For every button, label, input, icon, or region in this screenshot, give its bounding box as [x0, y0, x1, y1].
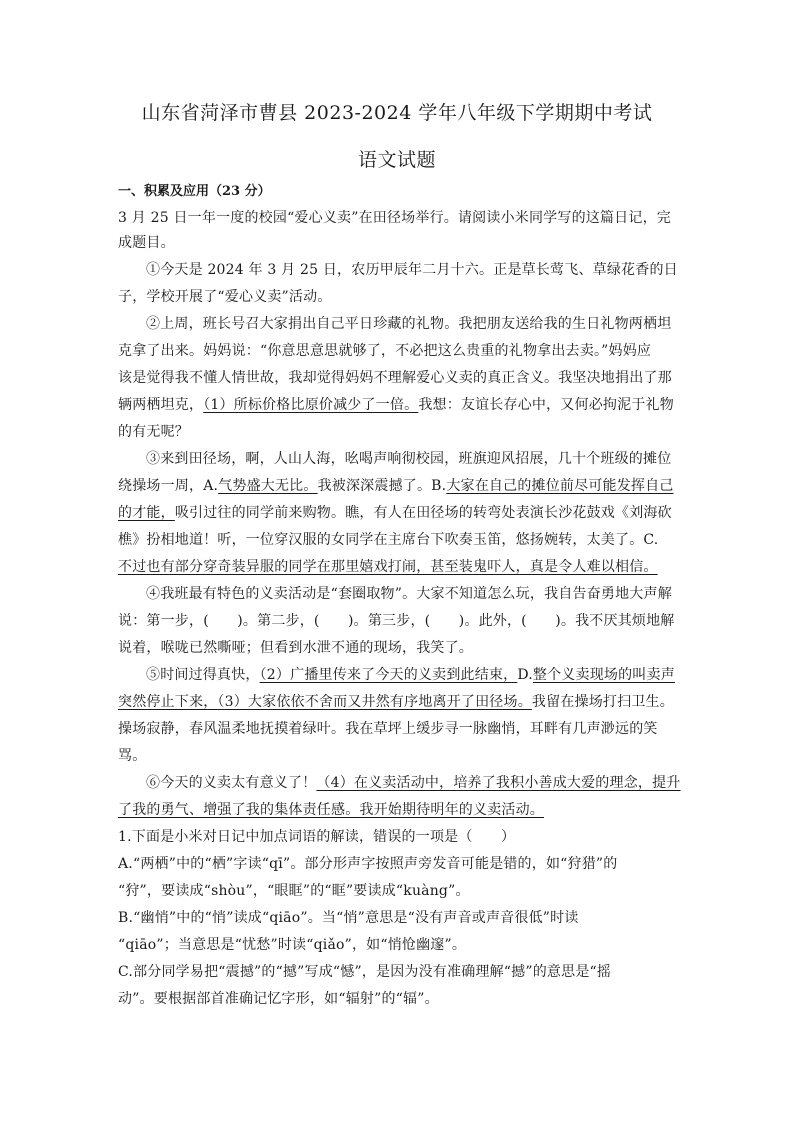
paragraph-2-line [118, 394, 678, 414]
underlined-sentence-3: （3）大家依依不舍而又井然有序地离开了田径场。 [217, 694, 532, 710]
underlined-sentence-d-end: 突然停止下来， [118, 694, 218, 710]
underlined-sentence-2: （2）广播里传来了今天的义卖到此结束， [259, 667, 518, 683]
paragraph-4-line: ④我班最有特色的义卖活动是“套圈取物”。大家不知道怎么玩，我自告奋勇地大声解 [146, 586, 672, 602]
option-a-line: “狩”，要读成“shòu”，“眼眶”的“眶”要读成“kuàng”。 [118, 883, 470, 899]
paragraph-2-line: 的有无呢？ [118, 424, 189, 440]
underlined-sentence-4-end: 了我的勇气、增强了我的集体责任感。我开始期待明年的义卖活动。 [118, 802, 544, 818]
paragraph-5-line [146, 664, 676, 684]
paragraph-3-line [118, 502, 678, 522]
intro-line: 3 月 25 日一年一度的校园“爱心义卖”在田径场举行。请阅读小米同学写的这篇日记，完 [118, 210, 671, 226]
paragraph-3-line: ③来到田径场，啊，人山人海，吆喝声响彻校园，班旗迎风招展，几十个班级的摊位 [146, 451, 672, 467]
text-span: ⑥今天的义卖太有意义了！ [146, 775, 317, 791]
underlined-sentence-b-end: 的才能， [118, 505, 175, 521]
paragraph-4-line: 说着，喉咙已然嘶哑；但看到水泄不通的现场，我笑了。 [118, 640, 473, 656]
paragraph-2-line: 克拿了出来。妈妈说：“你意思意思就够了，不必把这么贵重的礼物拿出去卖。”妈妈应 [118, 343, 652, 359]
option-c-line: C.部分同学易把“震撼”的“撼”写成“憾”，是因为没有准确理解“撼”的意思是“摇 [118, 964, 612, 980]
text-span: 我留在操场打扫卫生。 [531, 694, 674, 710]
underlined-sentence-b: 大家在自己的摊位前尽可能发挥自己 [446, 478, 674, 494]
underlined-sentence-4: （4）在义卖活动中，培养了我积小善成大爱的理念，提升 [316, 775, 681, 791]
text-span: ⑤时间过得真快， [146, 667, 260, 683]
text-span: 吸引过往的同学前来购物。瞧，有人在田径场的转弯处表演长沙花鼓戏《刘海砍 [174, 505, 672, 521]
paragraph-4-line: 说：第一步，( )。第二步，( )。第三步，( )。此外，( )。我不厌其烦地解 [118, 613, 675, 629]
option-a-line: A.“两栖”中的“栖”字读“qī”。部分形声字按照声旁发音可能是错的，如“狩猎”的 [118, 856, 618, 872]
underlined-sentence-a: 气势盛大无比。 [218, 478, 318, 494]
paragraph-1-line: ①今天是 2024 年 3 月 25 日，农历甲辰年二月十六。正是草长莺飞、草绿花香的日 [146, 262, 678, 278]
underlined-sentence-1: （1）所标价格比原价减少了一倍。 [203, 397, 419, 413]
paragraph-3-line [118, 475, 678, 495]
paragraph-2-line: 该是觉得我不懂人情世故，我却觉得妈妈不理解爱心义卖的真正含义。我坚决地捐出了那 [118, 370, 672, 386]
underlined-sentence-d: 整个义卖现场的叫卖声 [532, 667, 675, 683]
exam-title: 山东省菏泽市曹县 2023-2024 学年八年级下学期期中考试 [141, 102, 653, 124]
text-span: 绕操场一周，A. [118, 478, 219, 494]
option-b-line: B.“幽悄”中的“悄”读成“qiāo”。当“悄”意思是“没有声音或声音很低”时读 [118, 910, 579, 926]
text-span: 我被深深震撼了。B. [317, 478, 447, 494]
text-span: 辆两栖坦克， [118, 397, 204, 413]
exam-subtitle: 语文试题 [357, 149, 436, 171]
paragraph-5-line [118, 691, 678, 711]
text-span: 我想：友谊长存心中，又何必拘泥于礼物 [418, 397, 674, 413]
paragraph-2-line: ②上周，班长号召大家捐出自己平日珍藏的礼物。我把朋友送给我的生日礼物两栖坦 [146, 316, 672, 332]
paragraph-3-line: 樵》扮相地道！听，一位穿汉服的女同学在主席台下吹奏玉笛，悠扬婉转，太美了。C. [118, 532, 659, 548]
question-1: 1.下面是小米对日记中加点词语的解读，错误的一项是（ ） [118, 829, 516, 845]
intro-line: 成题目。 [118, 235, 175, 251]
paragraph-5-line: 骂。 [118, 748, 147, 764]
text-span: D. [517, 667, 533, 683]
section-heading: 一、积累及应用（23 分） [118, 184, 271, 199]
paragraph-5-line: 操场寂静，春风温柔地抚摸着绿叶。我在草坪上缓步寻一脉幽悄，耳畔有几声渺远的笑 [118, 721, 658, 737]
underlined-sentence-c: 不过也有部分穿奇装异服的同学在那里嬉戏打闹，甚至装鬼吓人，真是令人难以相信。 [118, 559, 658, 575]
paragraph-6-line [146, 772, 681, 792]
option-b-line: “qiāo”；当意思是“忧愁”时读“qiǎo”，如“悄怆幽邃”。 [118, 937, 467, 953]
option-c-line: 动”。要根据部首准确记忆字形，如“辐射”的“辐”。 [118, 991, 439, 1007]
paragraph-1-line: 子，学校开展了“爱心义卖”活动。 [118, 289, 332, 305]
